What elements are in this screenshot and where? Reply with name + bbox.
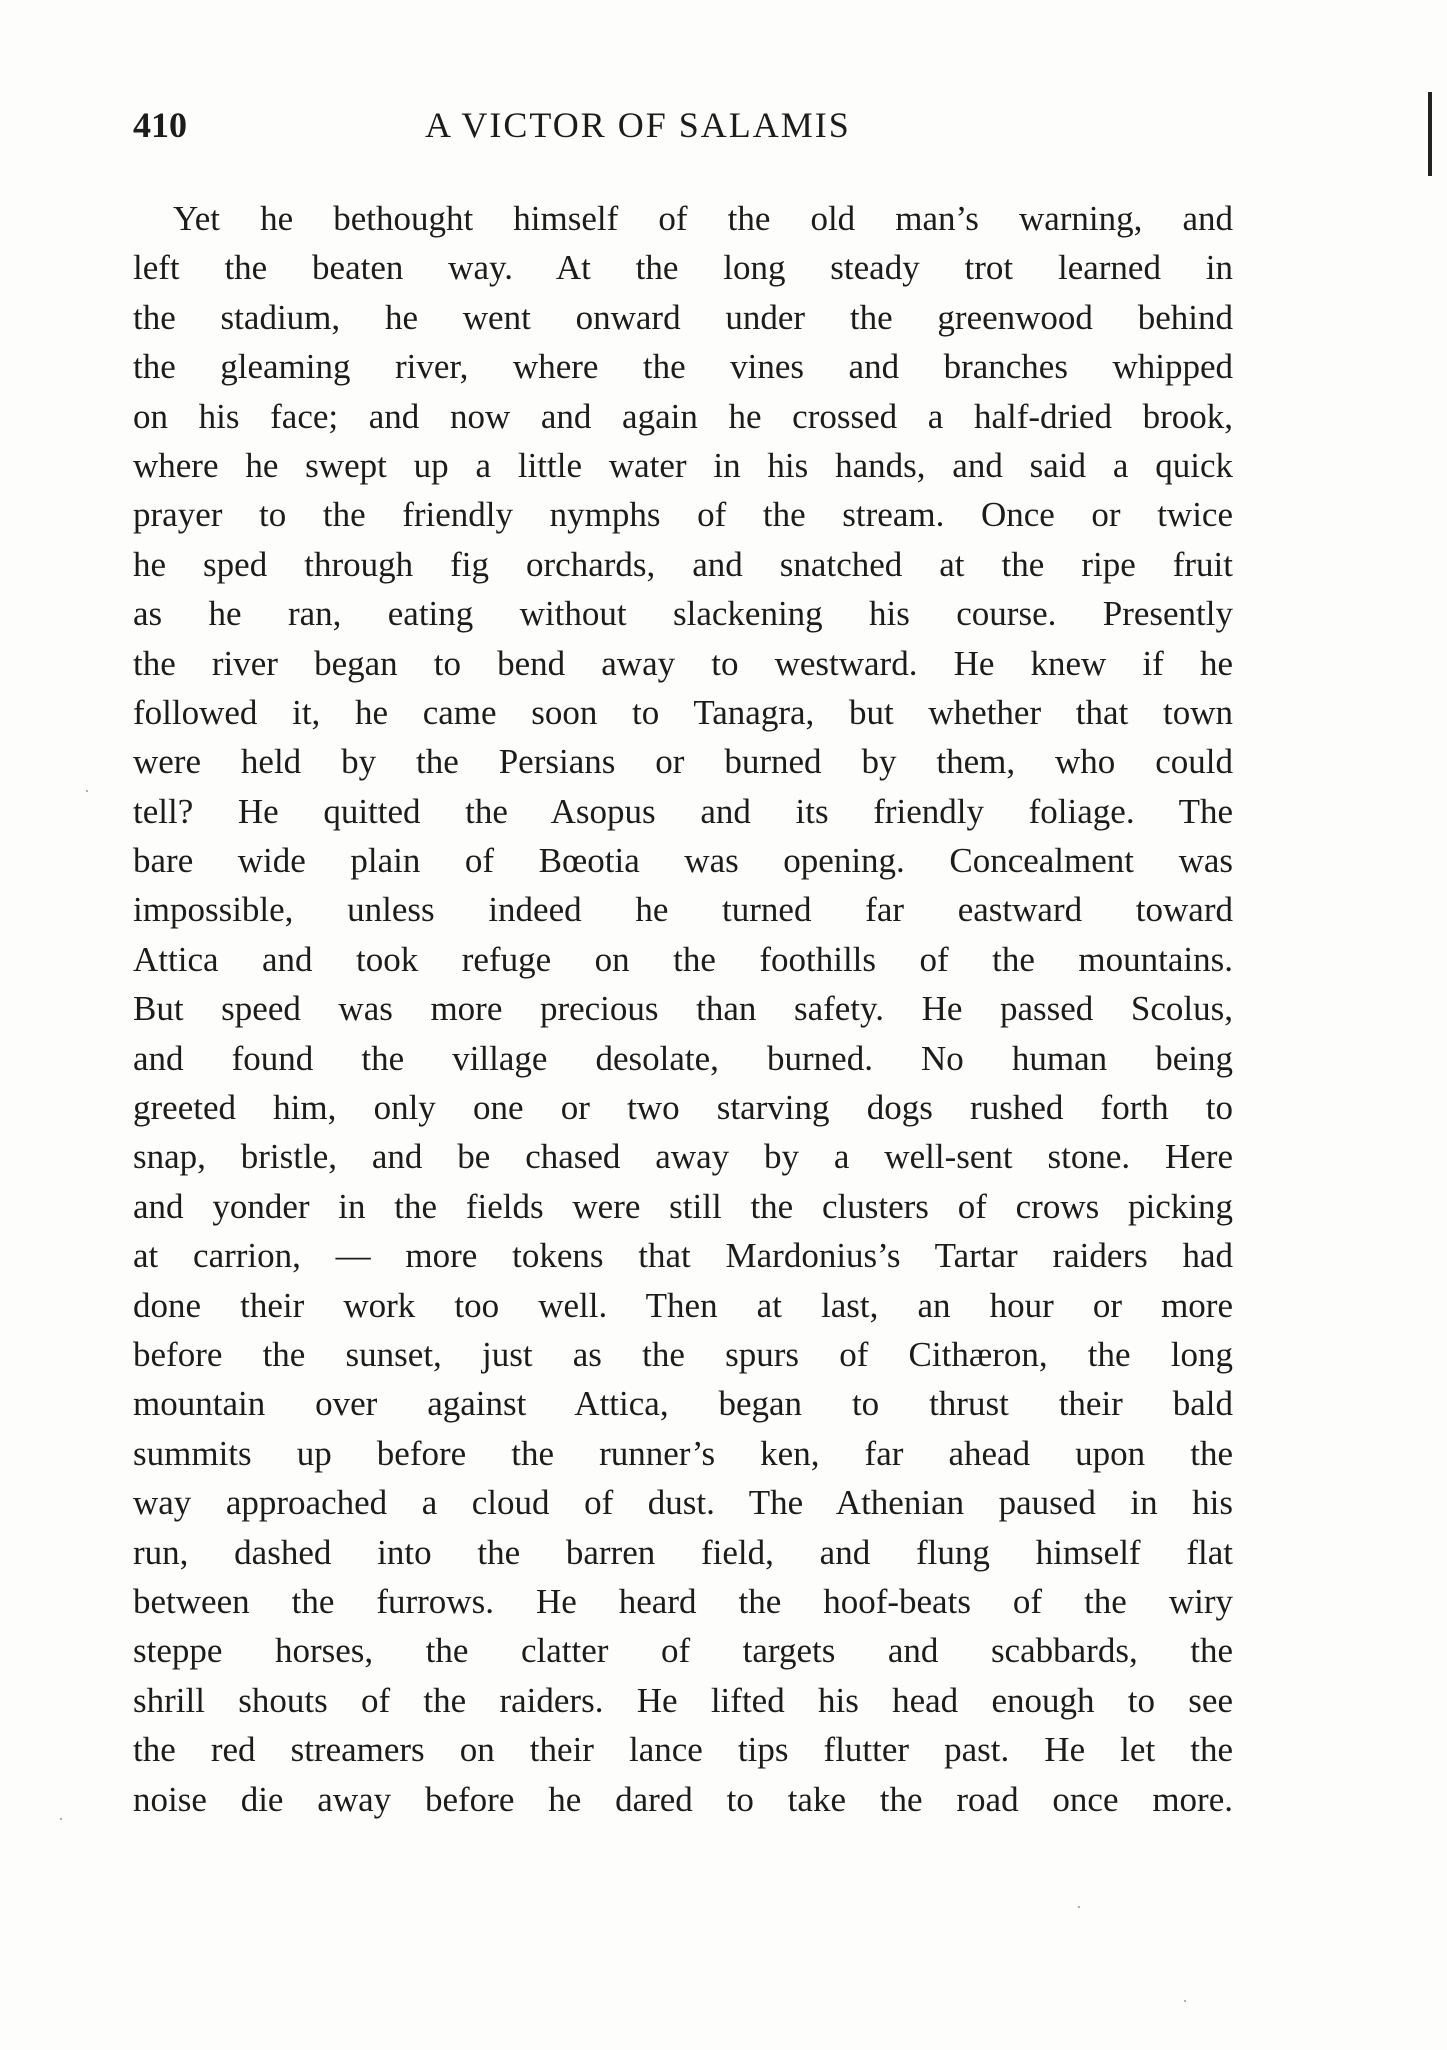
text-line: greeted him, only one or two starving dogs rushed forth to [133,1088,1233,1128]
text-line: mountain over against Attica, began to thrust their bald [133,1384,1233,1424]
text-line: the red streamers on their lance tips flutter past. He let the [133,1730,1233,1770]
text-line: the gleaming river, where the vines and branches whipped [133,347,1233,387]
text-line: prayer to the friendly nymphs of the stream. Once or twice [133,495,1233,535]
text-line: where he swept up a little water in his hands, and said a quick [133,445,1233,485]
text-line: snap, bristle, and be chased away by a well-sent stone. Here [133,1137,1233,1177]
paper-speck [86,790,88,792]
text-line: steppe horses, the clatter of targets and scabbards, the [133,1631,1233,1671]
text-line: way approached a cloud of dust. The Athenian paused in his [133,1483,1233,1523]
text-line: he sped through fig orchards, and snatched at the ripe fruit [133,544,1233,584]
text-line: Yet he bethought himself of the old man’s warning, and [173,199,1233,238]
text-line: left the beaten way. At the long steady trot learned in [133,248,1233,288]
running-head [133,104,1233,154]
text-line: summits up before the runner’s ken, far ahead upon the [133,1433,1233,1473]
paper-speck [1078,1906,1080,1908]
text-line: Attica and took refuge on the foothills of the mountains. [133,939,1233,979]
paper-speck [60,1818,62,1820]
text-line: bare wide plain of Bœotia was opening. Concealment was [133,841,1233,881]
text-line: But speed was more precious than safety. He passed Scolus, [133,989,1233,1029]
body-text [133,194,1233,1824]
page-number: 410 [133,105,187,145]
text-line: before the sunset, just as the spurs of Cithæron, the long [133,1334,1233,1374]
text-line: between the furrows. He heard the hoof-beats of the wiry [133,1581,1233,1621]
text-line: impossible, unless indeed he turned far eastward toward [133,890,1233,930]
page-edge-mark [1428,92,1432,176]
text-line: were held by the Persians or burned by them, who could [133,742,1233,782]
text-line: shrill shouts of the raiders. He lifted his head enough to see [133,1680,1233,1720]
text-line: on his face; and now and again he crossed a half-dried brook, [133,396,1233,436]
text-line: and found the village desolate, burned. No human being [133,1038,1233,1078]
text-line: tell? He quitted the Asopus and its friendly foliage. The [133,791,1233,831]
text-line: followed it, he came soon to Tanagra, but whether that town [133,692,1233,732]
text-line: noise die away before he dared to take the road once more. [133,1779,1233,1819]
text-line: done their work too well. Then at last, an hour or more [133,1285,1233,1325]
text-line: at carrion, — more tokens that Mardonius’s Tartar raiders had [133,1236,1233,1276]
text-line: and yonder in the fields were still the clusters of crows picking [133,1186,1233,1226]
text-line: the river began to bend away to westward. He knew if he [133,643,1233,683]
running-title: A VICTOR OF SALAMIS [425,105,851,145]
text-line: the stadium, he went onward under the greenwood behind [133,297,1233,337]
text-line: as he ran, eating without slackening his course. Presently [133,594,1233,634]
text-line: run, dashed into the barren field, and flung himself flat [133,1532,1233,1572]
paper-speck [1184,2000,1186,2002]
